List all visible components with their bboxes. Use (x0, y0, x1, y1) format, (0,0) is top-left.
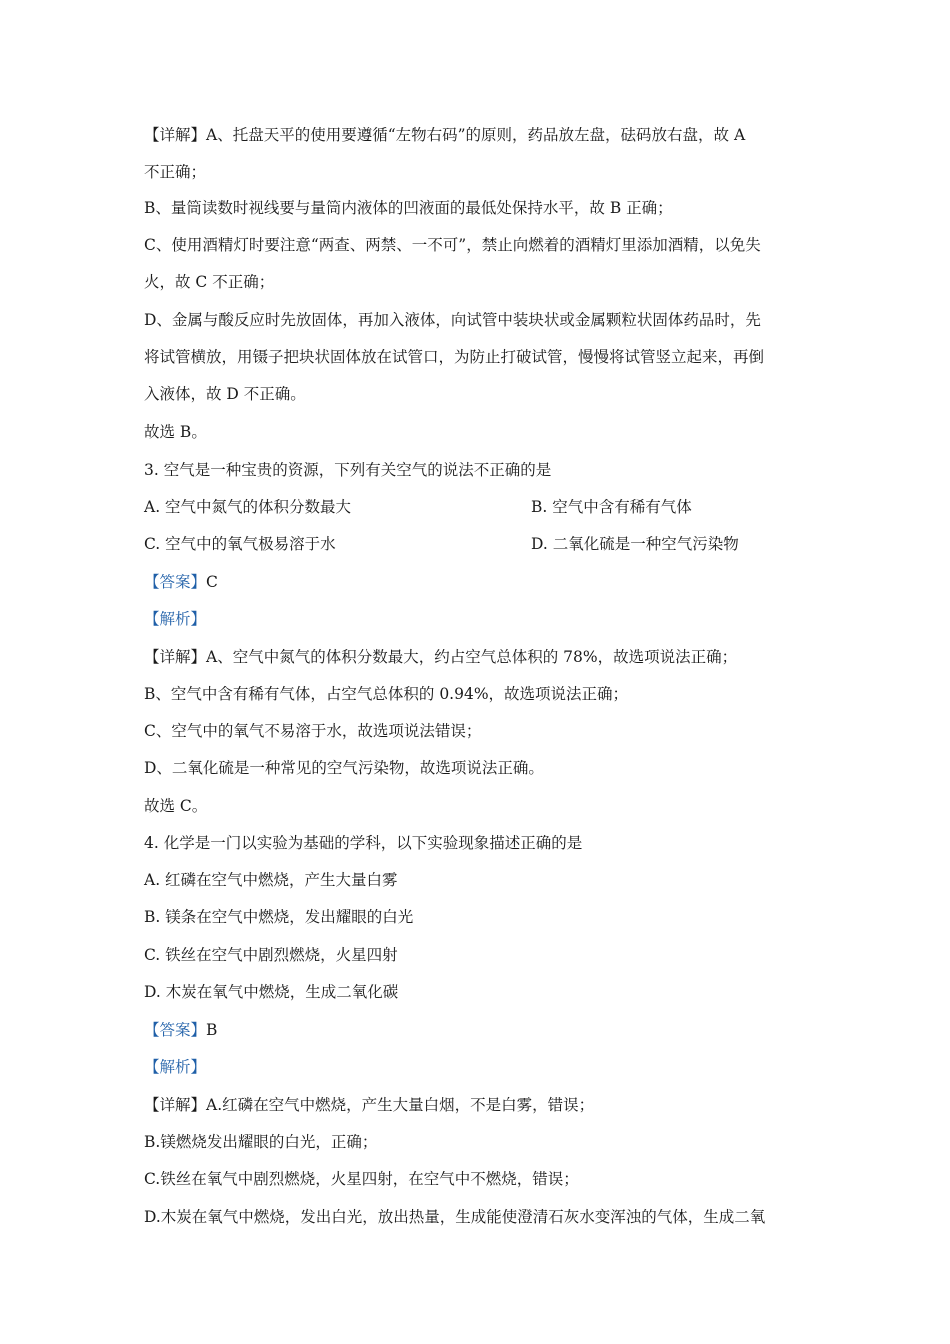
q4-detail-line-4: D.木炭在氧气中燃烧，发出白光，放出热量，生成能使澄清石灰水变浑浊的气体，生成二氧 (144, 1208, 766, 1226)
q2-detail-line-7: 将试管横放，用镊子把块状固体放在试管口，为防止打破试管，慢慢将试管竖立起来，再倒 (144, 348, 765, 366)
q4-option-b: B. 镁条在空气中燃烧，发出耀眼的白光 (144, 908, 414, 926)
q2-detail-line-5: 火，故 C 不正确； (144, 273, 275, 291)
q3-detail-line-4: D、二氧化硫是一种常见的空气污染物，故选项说法正确。 (144, 759, 544, 777)
q4-option-a: A. 红磷在空气中燃烧，产生大量白雾 (144, 871, 398, 889)
q3-option-b: B. 空气中含有稀有气体 (531, 498, 692, 516)
q3-option-d: D. 二氧化硫是一种空气污染物 (531, 535, 739, 553)
q2-detail-line-1: 【详解】A、托盘天平的使用要遵循“左物右码”的原则，药品放左盘，砝码放右盘，故 A (144, 126, 746, 144)
q3-detail-line-3: C、空气中的氧气不易溶于水，故选项说法错误； (144, 722, 482, 740)
q3-option-c: C. 空气中的氧气极易溶于水 (144, 535, 336, 553)
q4-detail-line-2: B.镁燃烧发出耀眼的白光，正确； (144, 1133, 378, 1151)
detail-tag: 【详解】 (144, 126, 207, 144)
q2-detail-line-6: D、金属与酸反应时先放固体，再加入液体，向试管中装块状或金属颗粒状固体药品时，先 (144, 311, 761, 329)
q4-answer: 【答案】B (144, 1021, 218, 1039)
q3-analysis-tag: 【解析】 (144, 610, 207, 628)
q4-stem: 4. 化学是一门以实验为基础的学科，以下实验现象描述正确的是 (144, 834, 583, 852)
q3-answer: 【答案】C (144, 573, 218, 591)
answer-tag: 【答案】 (144, 1021, 207, 1039)
q2-detail-line-2: 不正确； (144, 163, 207, 181)
q3-detail-line-1: 【详解】A、空气中氮气的体积分数最大，约占空气总体积的 78%，故选项说法正确； (144, 648, 738, 666)
q4-option-d: D. 木炭在氧气中燃烧，生成二氧化碳 (144, 983, 399, 1001)
q4-detail-line-3: C.铁丝在氧气中剧烈燃烧，火星四射，在空气中不燃烧，错误； (144, 1170, 579, 1188)
q2-conclusion: 故选 B。 (144, 423, 207, 441)
q4-analysis-tag: 【解析】 (144, 1058, 207, 1076)
q2-detail-line-3: B、量筒读数时视线要与量筒内液体的凹液面的最低处保持水平，故 B 正确； (144, 199, 673, 217)
q4-detail-line-1: 【详解】A.红磷在空气中燃烧，产生大量白烟，不是白雾，错误； (144, 1096, 595, 1114)
q3-detail-line-2: B、空气中含有稀有气体，占空气总体积的 0.94%，故选项说法正确； (144, 685, 629, 703)
q3-stem: 3. 空气是一种宝贵的资源，下列有关空气的说法不正确的是 (144, 461, 552, 479)
q4-option-c: C. 铁丝在空气中剧烈燃烧，火星四射 (144, 946, 398, 964)
q3-conclusion: 故选 C。 (144, 797, 208, 815)
q3-option-a: A. 空气中氮气的体积分数最大 (144, 498, 352, 516)
q2-detail-line-4: C、使用酒精灯时要注意“两查、两禁、一不可”，禁止向燃着的酒精灯里添加酒精，以免失 (144, 236, 761, 254)
answer-tag: 【答案】 (144, 573, 207, 591)
q2-detail-line-8: 入液体，故 D 不正确。 (144, 385, 306, 403)
